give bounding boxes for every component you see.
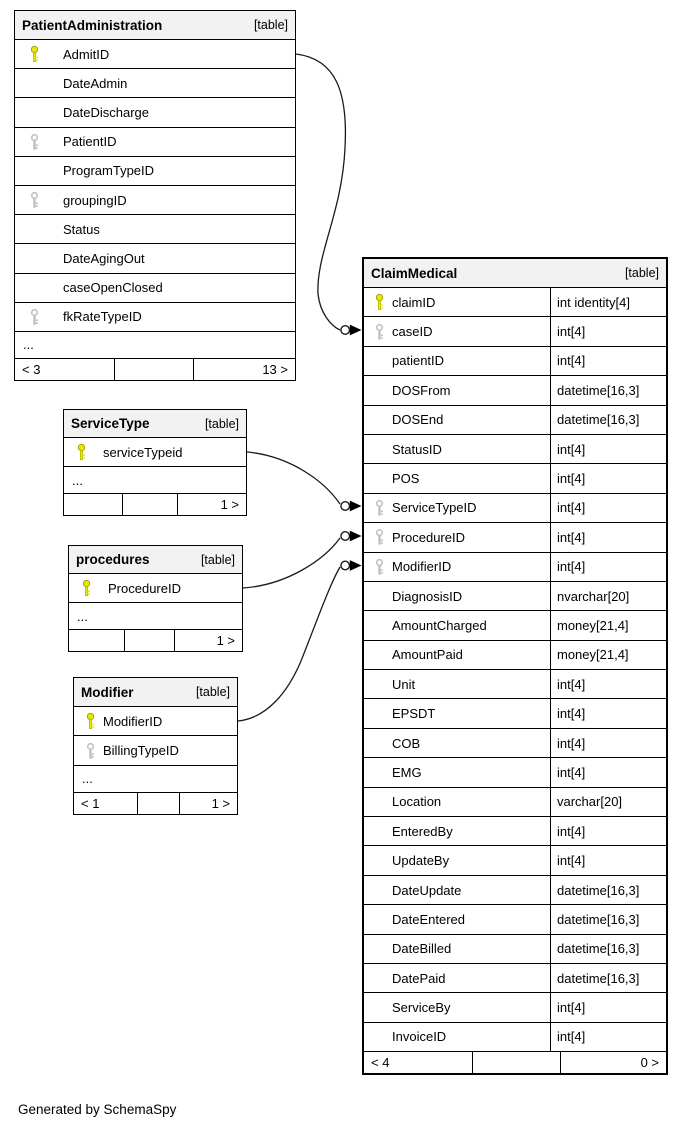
column-name: POS: [392, 471, 420, 487]
column-rows: [74, 707, 237, 766]
column-name: EMG: [392, 764, 422, 780]
column-name: Location: [392, 794, 442, 810]
footer-child-count: 1 >: [174, 630, 242, 651]
relationship-procedures-ClaimMedical: [243, 538, 340, 588]
table-header[interactable]: [15, 11, 295, 40]
column-type: varchar[20]: [550, 788, 666, 816]
table-footer: [69, 630, 242, 651]
column-type: int[4]: [550, 817, 666, 845]
column-rows: [69, 574, 242, 603]
primary-key-icon: [85, 713, 96, 730]
footer-parent-count: [64, 494, 122, 515]
column-row: [364, 464, 666, 493]
foreign-key-icon: [374, 323, 385, 340]
column-row: [364, 435, 666, 464]
column-name: PatientID: [63, 134, 117, 150]
table-badge: [table]: [204, 416, 239, 431]
column-row: [364, 788, 666, 817]
table-header[interactable]: [74, 678, 237, 707]
footer-middle-cell: [472, 1052, 560, 1073]
table-modifier[interactable]: [73, 677, 238, 815]
table-badge: [table]: [253, 18, 288, 32]
ellipsis-row: ...: [69, 603, 242, 630]
relationship-Modifier-ClaimMedical: [238, 567, 340, 721]
column-type: int[4]: [550, 670, 666, 698]
table-header[interactable]: [364, 259, 666, 288]
column-name: DOSFrom: [392, 382, 451, 398]
foreign-key-icon: [374, 499, 385, 516]
table-title[interactable]: ServiceType: [71, 416, 150, 431]
table-header[interactable]: [64, 410, 246, 438]
footer-middle-cell: [124, 630, 174, 651]
column-name: ServiceTypeID: [392, 500, 477, 516]
column-row: [364, 406, 666, 435]
column-row: [64, 438, 246, 467]
column-row: [364, 935, 666, 964]
column-row: [15, 303, 295, 332]
column-name: UpdateBy: [392, 853, 450, 869]
column-row: [364, 729, 666, 758]
column-row: [364, 1023, 666, 1052]
column-name: DateBilled: [392, 941, 452, 957]
column-name: caseOpenClosed: [63, 280, 163, 296]
column-row: [364, 846, 666, 875]
foreign-key-icon: [374, 558, 385, 575]
column-type: int[4]: [550, 758, 666, 786]
arrowhead: [350, 531, 362, 542]
column-row: [15, 69, 295, 98]
column-name: claimID: [392, 294, 436, 310]
column-row: [364, 523, 666, 552]
column-row: [364, 611, 666, 640]
column-row: [15, 186, 295, 215]
column-name: Unit: [392, 676, 416, 692]
foreign-key-icon: [29, 308, 40, 325]
column-name: patientID: [392, 353, 445, 369]
cardinality-circle: [341, 532, 350, 541]
table-title[interactable]: Modifier: [81, 684, 134, 700]
column-row: [364, 347, 666, 376]
footer-parent-count: [69, 630, 124, 651]
relationship-ServiceType-ClaimMedical: [247, 452, 340, 504]
column-rows: [15, 40, 295, 332]
footer-child-count: 1 >: [179, 793, 237, 814]
column-type: datetime[16,3]: [550, 376, 666, 404]
column-type: datetime[16,3]: [550, 935, 666, 963]
column-row: [15, 274, 295, 303]
table-footer: [15, 359, 295, 380]
table-procedures[interactable]: [68, 545, 243, 652]
column-type: int[4]: [550, 846, 666, 874]
foreign-key-icon: [29, 133, 40, 150]
table-title[interactable]: procedures: [76, 552, 150, 567]
table-footer: [64, 494, 246, 515]
cardinality-circle: [341, 502, 350, 511]
column-type: nvarchar[20]: [550, 582, 666, 610]
column-type: int[4]: [550, 347, 666, 375]
column-name: ProcedureID: [108, 580, 181, 596]
table-header[interactable]: [69, 546, 242, 574]
column-row: [364, 817, 666, 846]
table-title[interactable]: ClaimMedical: [371, 265, 458, 281]
table-title[interactable]: PatientAdministration: [22, 17, 163, 33]
column-name: AmountCharged: [392, 617, 487, 633]
column-name: DateEntered: [392, 911, 465, 927]
column-name: AmountPaid: [392, 647, 463, 663]
column-row: [364, 670, 666, 699]
footer-child-count: 0 >: [560, 1052, 666, 1073]
table-service-type[interactable]: [63, 409, 247, 516]
primary-key-icon: [81, 580, 92, 597]
column-name: Status: [63, 221, 100, 237]
column-name: groupingID: [63, 192, 127, 208]
column-row: [74, 707, 237, 736]
arrowhead: [350, 560, 362, 571]
footer-middle-cell: [114, 359, 193, 380]
footer-middle-cell: [137, 793, 179, 814]
footer-child-count: 1 >: [177, 494, 246, 515]
column-type: datetime[16,3]: [550, 964, 666, 992]
column-row: [364, 964, 666, 993]
column-name: ServiceBy: [392, 1000, 451, 1016]
foreign-key-icon: [29, 192, 40, 209]
table-patient-administration[interactable]: [14, 10, 296, 381]
column-row: [364, 758, 666, 787]
column-type: int[4]: [550, 1023, 666, 1051]
footer-parent-count: < 1: [81, 795, 100, 811]
cardinality-circle: [341, 561, 350, 570]
table-badge: [table]: [200, 552, 235, 567]
column-type: int[4]: [550, 729, 666, 757]
column-row: [364, 876, 666, 905]
column-type: int[4]: [550, 494, 666, 522]
arrowhead: [350, 325, 362, 336]
column-name: DateUpdate: [392, 882, 462, 898]
column-name: ProcedureID: [392, 529, 465, 545]
column-row: [364, 641, 666, 670]
footer-child-count: 13 >: [193, 359, 295, 380]
column-name: caseID: [392, 324, 433, 340]
table-footer: [364, 1052, 666, 1073]
column-row: [364, 699, 666, 728]
column-row: [364, 553, 666, 582]
column-type: int[4]: [550, 464, 666, 492]
column-type: money[21,4]: [550, 611, 666, 639]
column-name: EPSDT: [392, 706, 436, 722]
table-claim-medical[interactable]: [362, 257, 668, 1075]
primary-key-icon: [76, 444, 87, 461]
column-name: DateDischarge: [63, 104, 149, 120]
column-row: [364, 317, 666, 346]
column-name: InvoiceID: [392, 1029, 447, 1045]
foreign-key-icon: [85, 742, 96, 759]
column-row: [15, 98, 295, 127]
column-type: int[4]: [550, 553, 666, 581]
footer-middle-cell: [122, 494, 177, 515]
ellipsis-row: ...: [74, 766, 237, 793]
column-row: [364, 494, 666, 523]
column-row: [364, 582, 666, 611]
column-type: datetime[16,3]: [550, 406, 666, 434]
foreign-key-icon: [374, 529, 385, 546]
column-name: ModifierID: [103, 713, 163, 729]
table-footer: [74, 793, 237, 814]
column-row: [15, 40, 295, 69]
column-name: DateAgingOut: [63, 250, 145, 266]
column-row: [364, 905, 666, 934]
column-type: int[4]: [550, 317, 666, 345]
column-name: COB: [392, 735, 421, 751]
column-row: [364, 376, 666, 405]
table-badge: [table]: [624, 266, 659, 280]
ellipsis-row: ...: [15, 332, 295, 359]
column-name: fkRateTypeID: [63, 309, 142, 325]
column-name: serviceTypeid: [103, 444, 183, 460]
column-type: datetime[16,3]: [550, 876, 666, 904]
cardinality-circle: [341, 326, 350, 335]
column-row: [69, 574, 242, 603]
column-name: BillingTypeID: [103, 743, 179, 759]
column-row: [74, 736, 237, 765]
column-name: ProgramTypeID: [63, 163, 155, 179]
primary-key-icon: [374, 294, 385, 311]
column-name: DiagnosisID: [392, 588, 463, 604]
column-row: [15, 215, 295, 244]
column-type: int[4]: [550, 435, 666, 463]
primary-key-icon: [29, 46, 40, 63]
column-name: DateAdmin: [63, 75, 128, 91]
column-row: [364, 993, 666, 1022]
column-name: EnteredBy: [392, 823, 453, 839]
table-badge: [table]: [195, 685, 230, 699]
column-name: DatePaid: [392, 970, 446, 986]
ellipsis-row: ...: [64, 467, 246, 494]
arrowhead: [350, 501, 362, 512]
column-rows: [64, 438, 246, 467]
column-type: datetime[16,3]: [550, 905, 666, 933]
column-type: money[21,4]: [550, 641, 666, 669]
relationship-PatientAdministration-ClaimMedical: [296, 54, 345, 330]
column-rows: [364, 288, 666, 1052]
column-type: int[4]: [550, 993, 666, 1021]
column-type: int identity[4]: [550, 288, 666, 316]
column-name: StatusID: [392, 441, 442, 457]
footer-parent-count: < 4: [371, 1055, 390, 1071]
column-row: [15, 157, 295, 186]
column-name: AdmitID: [63, 46, 110, 62]
column-row: [15, 128, 295, 157]
column-name: ModifierID: [392, 559, 452, 575]
footer-parent-count: < 3: [22, 361, 41, 377]
column-name: DOSEnd: [392, 412, 444, 428]
column-row: [15, 244, 295, 273]
column-row: [364, 288, 666, 317]
column-type: int[4]: [550, 523, 666, 551]
column-type: int[4]: [550, 699, 666, 727]
schemaspy-credit: Generated by SchemaSpy: [18, 1102, 177, 1117]
